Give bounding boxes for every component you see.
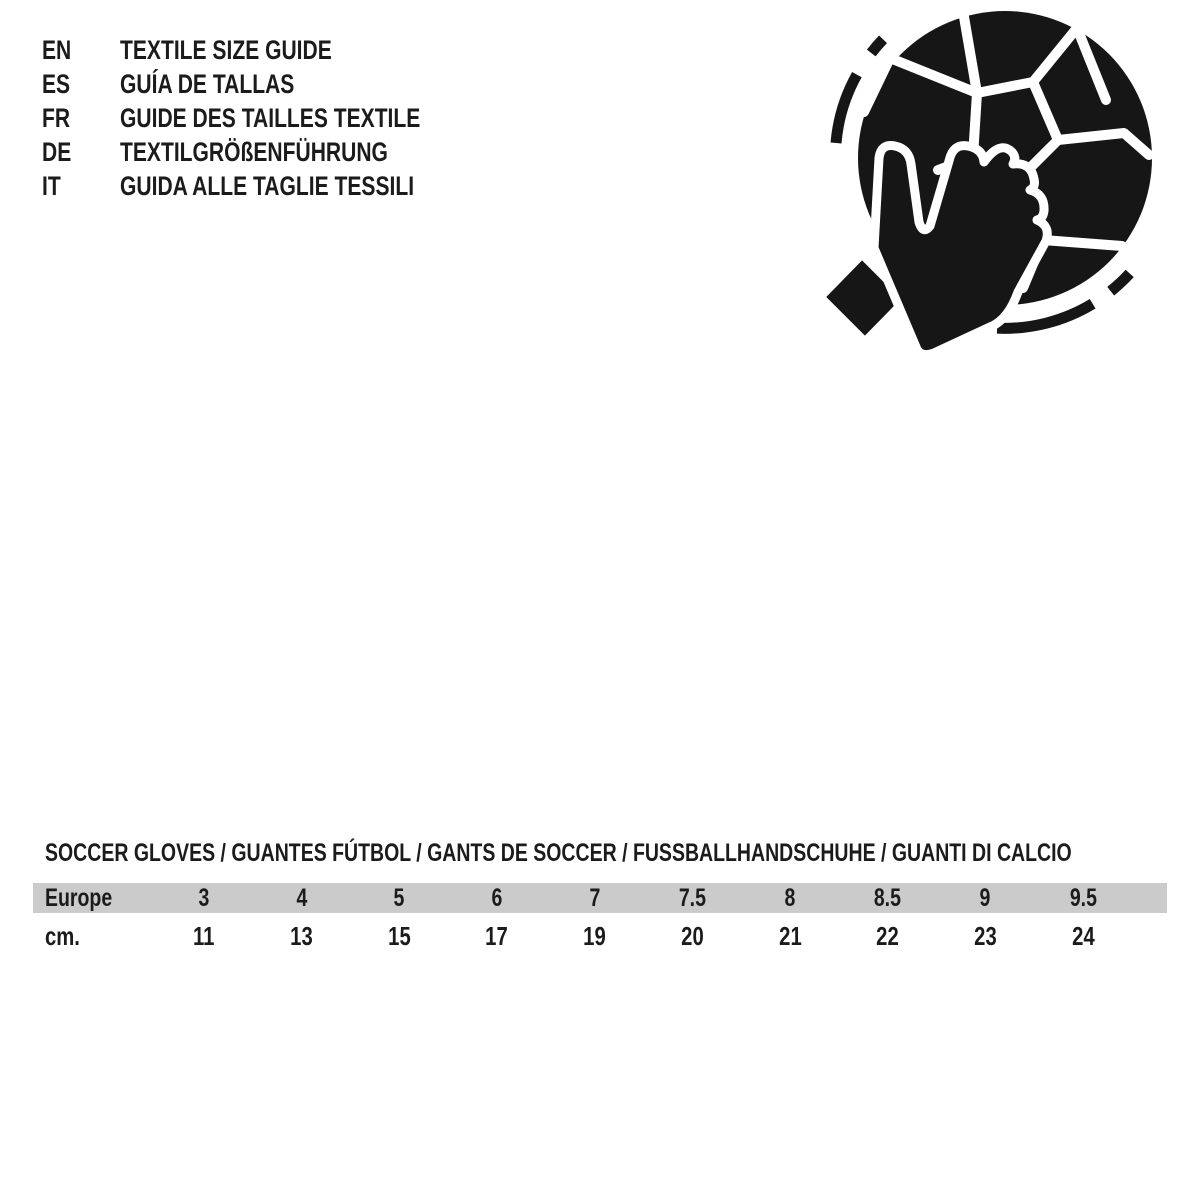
europe-size-value: 9 [980, 884, 991, 912]
cm-size-value: 20 [681, 921, 704, 951]
cm-size-value: 21 [778, 921, 802, 951]
guide-title-es: GUÍA DE TALLAS [120, 69, 295, 99]
cm-size-value: 13 [290, 921, 313, 951]
row-label-cm: cm. [45, 921, 80, 951]
language-row-en [42, 33, 505, 67]
cm-size-value: 17 [485, 921, 509, 951]
europe-size-value: 8 [784, 884, 796, 912]
language-code: IT [42, 171, 61, 201]
europe-size-value: 3 [198, 884, 210, 912]
guide-title-fr: GUIDE DES TAILLES TEXTILE [120, 103, 421, 133]
guide-title-de: TEXTILGRÖßENFÜHRUNG [120, 137, 388, 167]
language-row-it [42, 169, 505, 203]
europe-size-value: 4 [296, 884, 307, 912]
guide-title-en: TEXTILE SIZE GUIDE [120, 35, 332, 65]
language-guide-list [42, 33, 505, 203]
cm-size-value: 22 [876, 921, 900, 951]
size-table-title: SOCCER GLOVES / GUANTES FÚTBOL / GANTS DE SOCCER / FUSSBALLHANDSCHUHE / GUANTI DI CALCIO [45, 839, 1072, 867]
language-code: ES [42, 69, 71, 99]
language-row-fr [42, 101, 505, 135]
guide-title-it: GUIDA ALLE TAGLIE TESSILI [120, 171, 415, 201]
cm-size-value: 24 [1071, 921, 1095, 951]
europe-size-value: 6 [491, 884, 503, 912]
europe-size-value: 5 [393, 884, 405, 912]
cm-size-value: 19 [583, 921, 606, 951]
goalkeeper-glove-soccer-ball-icon [812, 2, 1162, 374]
size-table [33, 883, 1167, 957]
cm-size-value: 11 [193, 921, 215, 951]
europe-size-value: 7.5 [678, 884, 706, 912]
language-row-es [42, 67, 505, 101]
language-code: DE [42, 137, 72, 167]
europe-size-value: 9.5 [1069, 884, 1097, 912]
row-label-europe: Europe [45, 884, 113, 912]
language-code: EN [42, 35, 72, 65]
glove-ball-svg [812, 2, 1162, 374]
cm-size-value: 23 [974, 921, 997, 951]
europe-size-value: 7 [589, 884, 601, 912]
cm-size-value: 15 [387, 921, 411, 951]
language-row-de [42, 135, 505, 169]
size-row-europe [33, 883, 1167, 913]
language-code: FR [42, 103, 71, 133]
size-row-cm [33, 913, 1167, 957]
europe-size-value: 8.5 [874, 884, 902, 912]
